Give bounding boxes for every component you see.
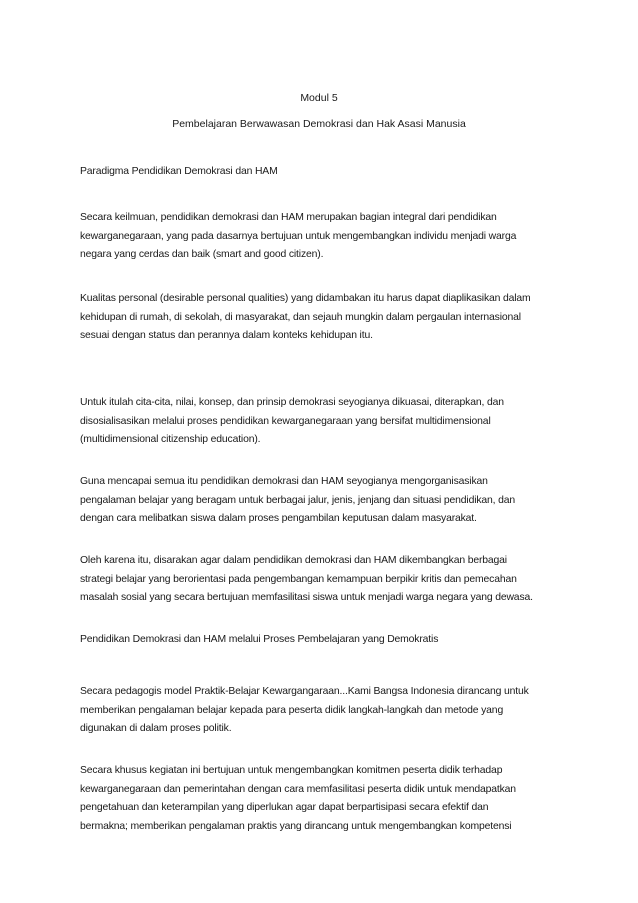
paragraph-line: kehidupan di rumah, di sekolah, di masyarakat, dan sejauh mungkin dalam pergaulan internasional [80, 311, 521, 323]
paragraph-line: kewarganegaraan dan pemerintahan dengan cara memfasilitasi peserta didik untuk mendapatkan [80, 783, 516, 795]
paragraph-8 [80, 683, 562, 739]
paragraph-line: digunakan di dalam proses politik. [80, 723, 232, 734]
paragraph-line: kewarganegaraan, yang pada dasarnya bertujuan untuk mengembangkan individu menjadi warga [80, 230, 517, 242]
paragraph-line: pengetahuan dan keterampilan yang diperlukan agar dapat berpartisipasi secara efektif dan [80, 802, 489, 813]
paragraph-line: dengan cara melibatkan siswa dalam proses pengambilan keputusan dalam masyarakat. [80, 513, 477, 524]
paragraph-1 [80, 163, 562, 182]
paragraph-line: pengalaman belajar yang beragam untuk berbagai jalur, jenis, jenjang dan situasi pendidikan, dan [80, 494, 516, 506]
paragraph-line: Secara keilmuan, pendidikan demokrasi dan HAM merupakan bagian integral dari pendidikan [80, 212, 497, 223]
paragraph-line: masalah sosial yang secara bertujuan memfasilitasi siswa untuk menjadi warga negara yang dewasa. [80, 592, 533, 603]
paragraph-line: Pendidikan Demokrasi dan HAM melalui Proses Pembelajaran yang Demokratis [80, 634, 439, 645]
module-subtitle: Pembelajaran Berwawasan Demokrasi dan Hak Asasi Manusia [172, 118, 466, 130]
paragraph-line: bermakna; memberikan pengalaman praktis yang dirancang untuk mengembangkan kompetensi [80, 820, 512, 832]
module-title: Modul 5 [300, 92, 338, 104]
paragraph-2 [80, 209, 562, 265]
paragraph-line: Secara pedagogis model Praktik-Belajar Kewargangaraan...Kami Bangsa Indonesia dirancang untuk [80, 686, 529, 697]
paragraph-line: Paradigma Pendidikan Demokrasi dan HAM [80, 166, 278, 177]
paragraph-line: sesuai dengan status dan perannya dalam konteks kehidupan itu. [80, 330, 373, 341]
paragraph-line: Guna mencapai semua itu pendidikan demokrasi dan HAM seyogianya mengorganisasikan [80, 476, 488, 487]
paragraph-6 [80, 552, 562, 608]
paragraph-line: negara yang cerdas dan baik (smart and good citizen). [80, 249, 324, 260]
paragraph-5 [80, 473, 562, 529]
paragraph-9 [80, 762, 562, 836]
paragraph-3 [80, 290, 562, 346]
paragraph-line: Secara khusus kegiatan ini bertujuan untuk mengembangkan komitmen peserta didik terhadap [80, 765, 503, 776]
paragraph-line: disosialisasikan melalui proses pendidikan kewarganegaraan yang bersifat multidimensional [80, 415, 491, 427]
paragraph-line: Oleh karena itu, disarakan agar dalam pendidikan demokrasi dan HAM dikembangkan berbagai [80, 555, 507, 566]
paragraph-line: memberikan pengalaman belajar kepada para peserta didik langkah-langkah dan metode yang [80, 704, 504, 716]
paragraph-7 [80, 631, 562, 650]
paragraph-line: strategi belajar yang berorientasi pada pengembangan kemampuan berpikir kritis dan pemecahan [80, 573, 517, 585]
paragraph-line: Untuk itulah cita-cita, nilai, konsep, dan prinsip demokrasi seyogianya dikuasai, diterapkan, dan [80, 397, 504, 408]
paragraph-line: (multidimensional citizenship education). [80, 434, 261, 445]
paragraph-4 [80, 394, 562, 450]
paragraph-line: Kualitas personal (desirable personal qualities) yang didambakan itu harus dapat diaplikasikan dalam [80, 293, 531, 304]
